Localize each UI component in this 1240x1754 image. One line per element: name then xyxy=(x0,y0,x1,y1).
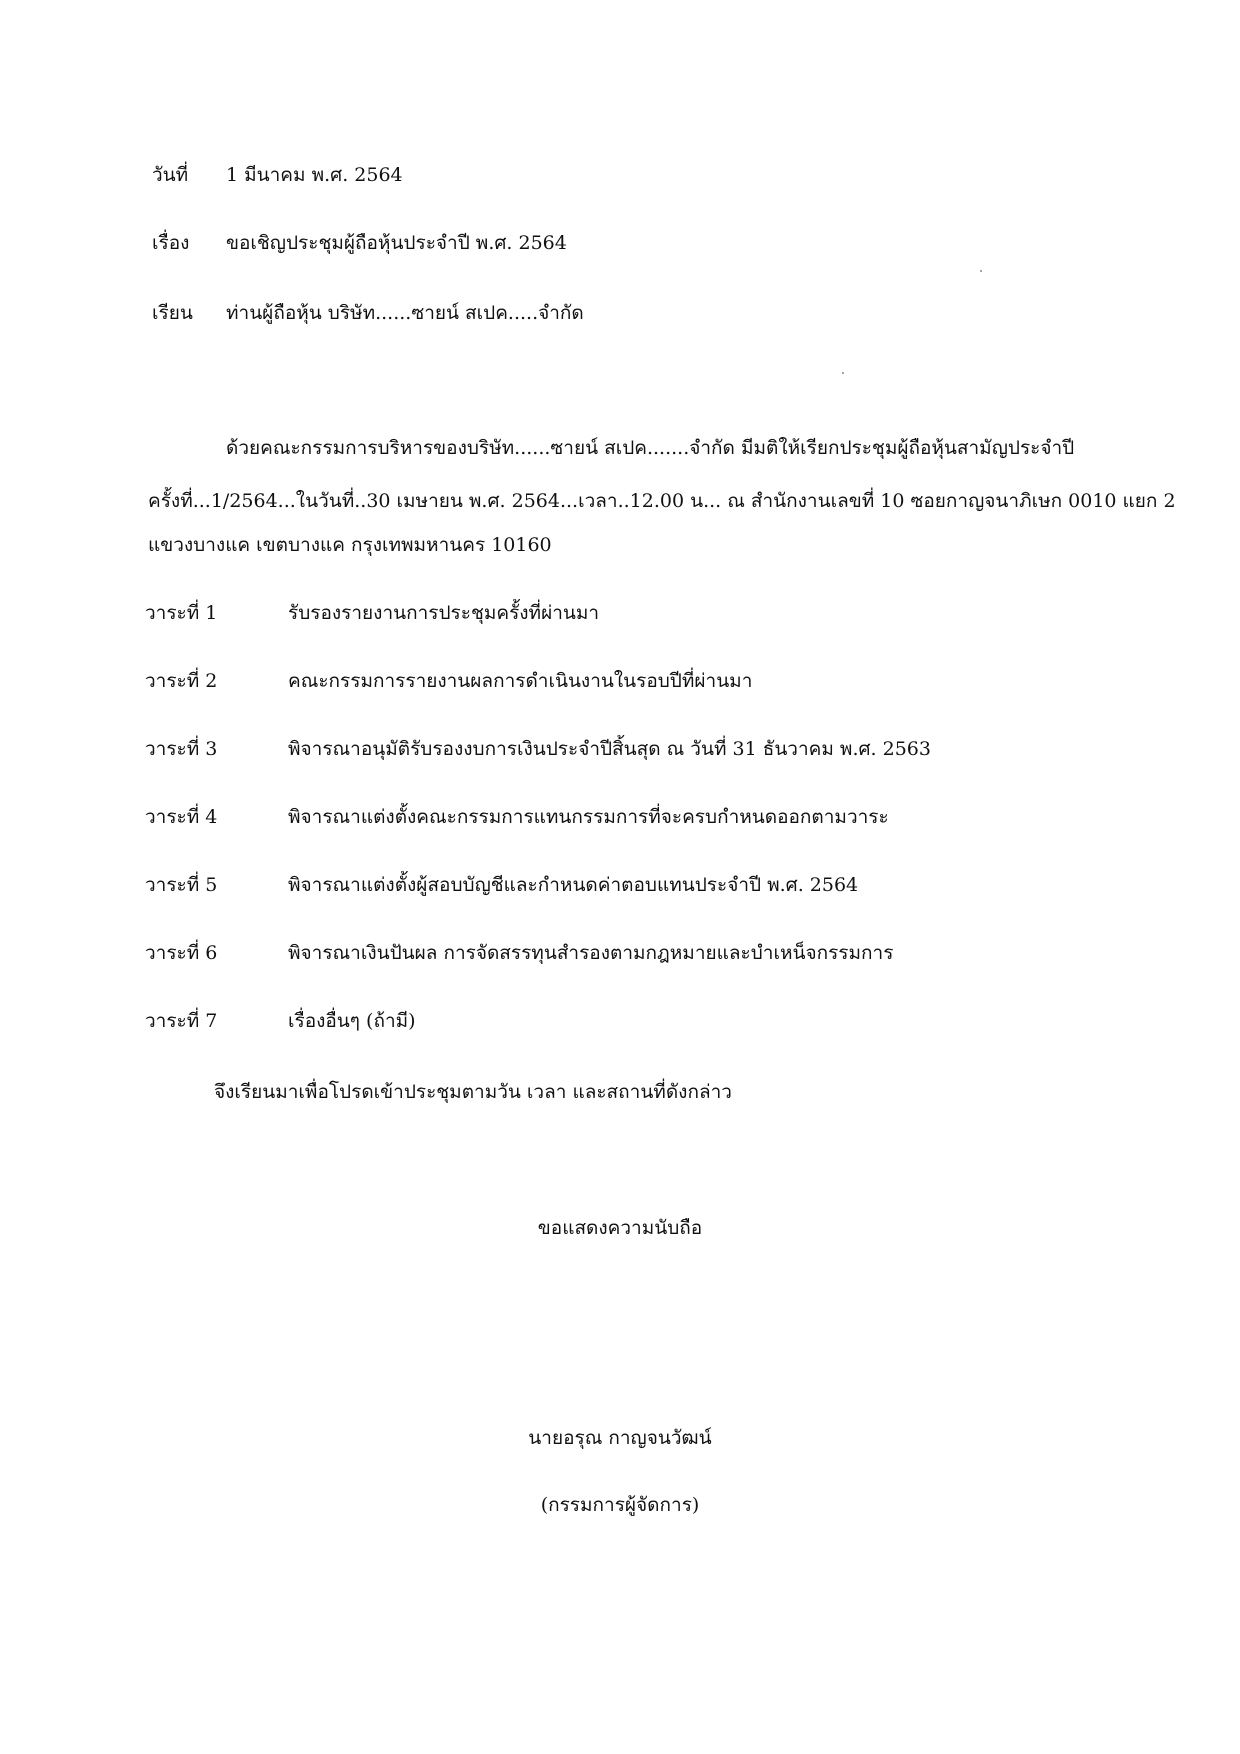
agenda-text-1: รับรองรายงานการประชุมครั้งที่ผ่านมา xyxy=(288,602,600,624)
agenda-label-1: วาระที่ 1 xyxy=(145,602,218,624)
recipient-value: ท่านผู้ถือหุ้น บริษัท......ซายน์ สเปค.....จำกัด xyxy=(226,302,584,324)
date-value: 1 มีนาคม พ.ศ. 2564 xyxy=(226,164,403,186)
agenda-label-4: วาระที่ 4 xyxy=(145,806,218,828)
agenda-text-3: พิจารณาอนุมัติรับรองงบการเงินประจำปีสิ้นสุด ณ วันที่ 31 ธันวาคม พ.ศ. 2563 xyxy=(288,738,931,760)
agenda-label-3: วาระที่ 3 xyxy=(145,738,218,760)
agenda-text-6: พิจารณาเงินปันผล การจัดสรรทุนสำรองตามกฎหมายและบำเหน็จกรรมการ xyxy=(288,942,894,964)
signer-position: (กรรมการผู้จัดการ) xyxy=(540,1494,700,1516)
agenda-text-7: เรื่องอื่นๆ (ถ้ามี) xyxy=(288,1010,416,1032)
agenda-label-6: วาระที่ 6 xyxy=(145,942,218,964)
subject-value: ขอเชิญประชุมผู้ถือหุ้นประจำปี พ.ศ. 2564 xyxy=(226,232,567,254)
body-line-2: ครั้งที่...1/2564...ในวันที่..30 เมษายน พ.ศ. 2564...เวลา..12.00 น... ณ สำนักงานเลขที่ 10 ซอยกาญจนาภิเษก 0010 แยก 2 xyxy=(148,490,1176,512)
scan-speck xyxy=(842,372,844,374)
body-line-1: ด้วยคณะกรรมการบริหารของบริษัท......ซายน์ สเปค.......จำกัด มีมติให้เรียกประชุมผู้ถือหุ้นสามัญประจำปี xyxy=(226,437,1075,459)
agenda-label-2: วาระที่ 2 xyxy=(145,670,218,692)
scan-speck xyxy=(980,270,982,272)
date-label: วันที่ xyxy=(152,164,189,186)
signer-name: นายอรุณ กาญจนวัฒน์ xyxy=(528,1427,712,1449)
closing-invitation: จึงเรียนมาเพื่อโปรดเข้าประชุมตามวัน เวลา และสถานที่ดังกล่าว xyxy=(214,1081,732,1103)
agenda-text-2: คณะกรรมการรายงานผลการดำเนินงานในรอบปีที่ผ่านมา xyxy=(288,670,753,692)
agenda-label-7: วาระที่ 7 xyxy=(145,1010,218,1032)
regards: ขอแสดงความนับถือ xyxy=(537,1217,703,1239)
subject-label: เรื่อง xyxy=(152,232,190,254)
body-line-3: แขวงบางแค เขตบางแค กรุงเทพมหานคร 10160 xyxy=(148,534,552,556)
agenda-label-5: วาระที่ 5 xyxy=(145,874,218,896)
agenda-text-4: พิจารณาแต่งตั้งคณะกรรมการแทนกรรมการที่จะครบกำหนดออกตามวาระ xyxy=(288,806,889,828)
agenda-text-5: พิจารณาแต่งตั้งผู้สอบบัญชีและกำหนดค่าตอบแทนประจำปี พ.ศ. 2564 xyxy=(288,874,859,896)
recipient-label: เรียน xyxy=(152,302,193,324)
